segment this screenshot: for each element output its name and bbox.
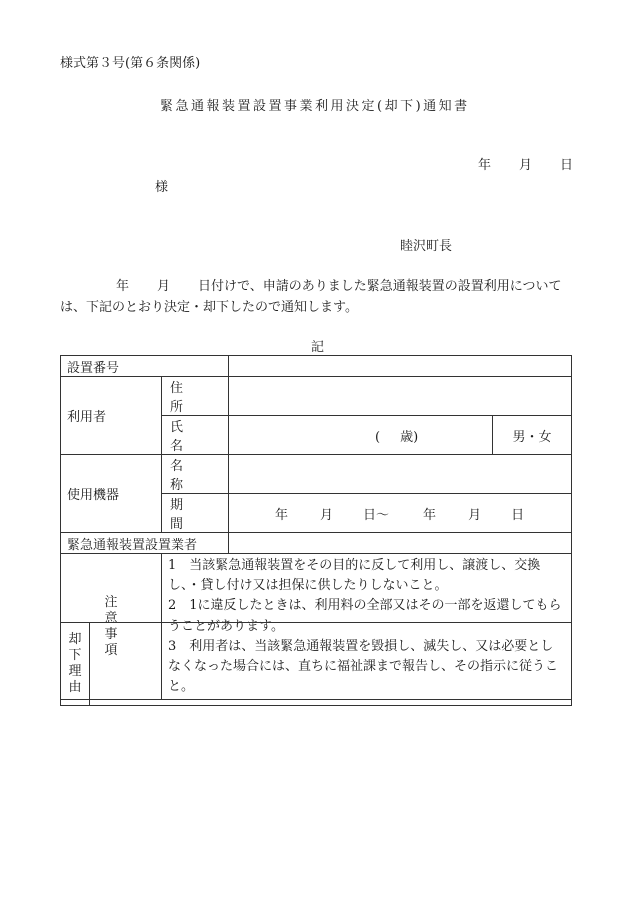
vendor-label: 緊急通報装置設置業者 — [61, 533, 229, 554]
ki-heading: 記 — [311, 340, 325, 355]
device-name-label: 名 称 — [162, 455, 229, 494]
row-vendor — [61, 533, 572, 554]
name-label: 氏 名 — [162, 416, 229, 455]
row-device-name — [61, 455, 572, 494]
notification-body — [60, 276, 575, 318]
addressee-honorific: 様 — [155, 180, 169, 195]
rejection-label-text: 却 下 理 由 — [68, 632, 82, 695]
document-title: 緊急通報装置設置事業利用決定(却下)通知書 — [160, 99, 470, 114]
row-user-address — [61, 377, 572, 416]
issuer-name: 睦沢町長 — [400, 239, 453, 254]
notes-label-text: 注 意 事 項 — [104, 594, 118, 658]
note-3: 3 利用者は、当該緊急通報装置を毀損し、滅失し、又は必要としなくなった場合には、直ちに福祉課まで報告し、その指示に従うこと。 — [168, 638, 559, 695]
gender-value[interactable]: 男・女 — [493, 416, 572, 455]
date-month: 月 — [519, 158, 533, 173]
name-value[interactable] — [229, 416, 493, 455]
date-day: 日 — [560, 158, 574, 173]
user-label: 利用者 — [61, 377, 162, 455]
age-close: 歳) — [400, 429, 419, 445]
period-value[interactable]: 年 月 日～ 年 月 日 — [229, 494, 572, 533]
body-line1: 日付けで、申請のありました緊急通報装置の設置利用について — [198, 279, 562, 294]
address-value[interactable] — [229, 377, 572, 416]
rejection-label — [61, 623, 90, 706]
row-install-number — [61, 356, 572, 377]
note-2: 2 1に違反したときは、利用料の全部又はその一部を返還してもらうことがあります。 — [168, 598, 562, 634]
body-year: 年 — [116, 279, 130, 294]
period-label: 期 間 — [162, 494, 229, 533]
note-1: 1 当該緊急通報装置をその目的に反して利用し、譲渡し、交換し、・貸し付け又は担保に供したりしないこと。 — [168, 558, 541, 594]
form-number: 様式第３号(第６条関係) — [60, 56, 201, 71]
device-name-value[interactable] — [229, 455, 572, 494]
body-month: 月 — [157, 279, 171, 294]
body-line2: は、下記のとおり決定・却下したので通知します。 — [60, 300, 358, 315]
date-year: 年 — [478, 158, 492, 173]
install-number-label: 設置番号 — [61, 356, 229, 377]
device-label: 使用機器 — [61, 455, 162, 533]
rejection-reason-table — [60, 622, 572, 706]
date-line — [478, 154, 573, 173]
age-open: ( — [375, 429, 381, 445]
address-label: 住 所 — [162, 377, 229, 416]
install-number-value[interactable] — [229, 356, 572, 377]
vendor-value[interactable] — [229, 533, 572, 554]
rejection-reason-value[interactable] — [90, 623, 572, 706]
